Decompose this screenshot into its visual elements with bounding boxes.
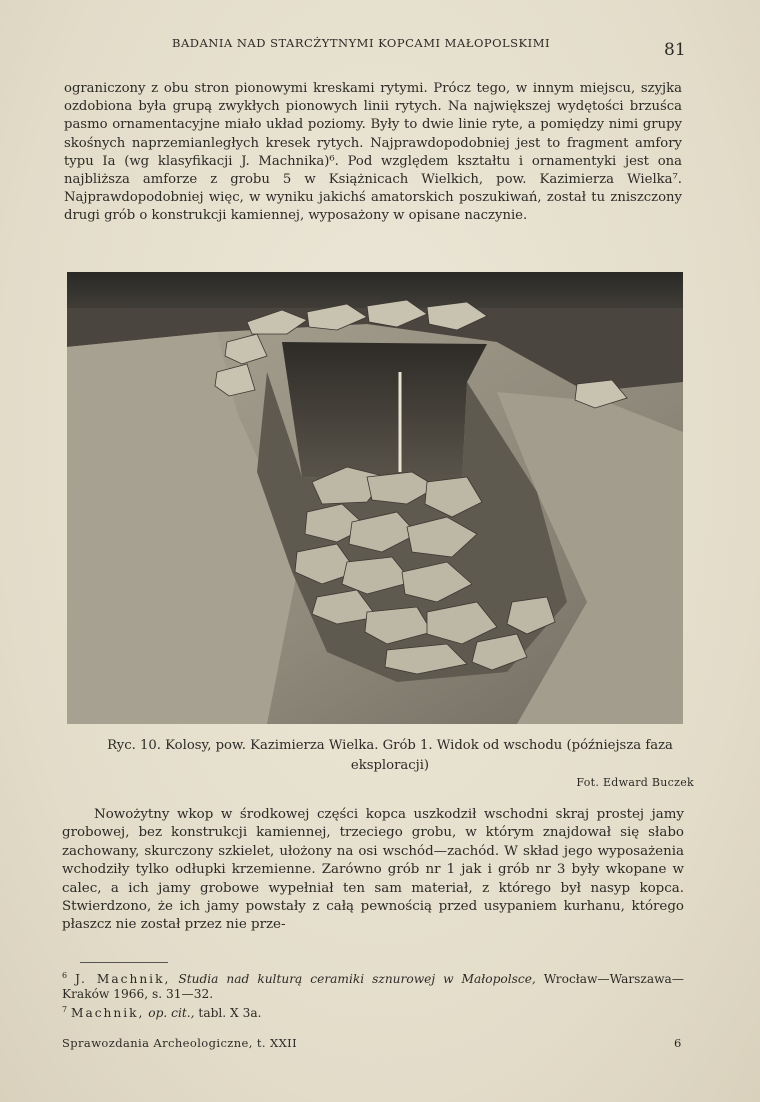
figure-caption: Ryc. 10. Kolosy, pow. Kazimierza Wielka. Grób 1. Widok od wschodu (późniejsza faza eksploracji) — [107, 738, 673, 773]
sheet-signature: 6 — [674, 1036, 682, 1050]
page-number: 81 — [664, 40, 686, 60]
footnote-mark: 7 — [62, 1005, 68, 1015]
footnote-rest: Wrocław—Warszawa—Kraków 1966, s. 31—32. — [62, 972, 684, 1002]
footnote-divider — [80, 962, 168, 963]
footnote-title: op. cit., — [148, 1006, 195, 1021]
journal-footer: Sprawozdania Archeologiczne, t. XXII — [62, 1036, 298, 1050]
footnote-mark: 6 — [62, 971, 68, 980]
footnote-author: Machnik, — [70, 1006, 145, 1021]
footnote-rest: tabl. X 3a. — [198, 1006, 262, 1021]
running-title: BADANIA NAD STARCŻYTNYMI KOPCAMI MAŁOPOLSKIMI — [172, 36, 551, 50]
excavation-photo — [67, 272, 683, 724]
footnote-author: J. Machnik, — [75, 972, 171, 987]
footnotes — [62, 968, 684, 1021]
footnote-7 — [62, 1002, 684, 1021]
footnote-title: Studia nad kulturą ceramiki sznurowej w Małopolsce, — [178, 972, 536, 987]
body-paragraph-1: ograniczony z obu stron pionowymi kreskami rytymi. Prócz tego, w innym miejscu, szyjka ozdobiona była grupą zwykłych pionowych linii rytych. Na największej wydętości brzuśca pasmo ornamentacyjne miało układ poziomy. Były to dwie linie ryte, a pomiędzy nimi grupy skośnych naprzemianległych kresek rytych. Najprawdopodobniej jest to fragment amfory typu Ia (wg klasyfikacji J. Machnika)⁶. Pod względem kształtu i ornamentyki jest ona najbliższa amforze z grobu 5 w Książnicach Wielkich, pow. Kazimierza Wielka⁷. Najprawdopodobniej więc, w wyniku jakichś amatorskich poszukiwań, został tu zniszczony drugi grób o konstrukcji kamiennej, wyposażony w opisane naczynie. — [64, 81, 682, 224]
photo-credit: Fot. Edward Buczek — [576, 776, 694, 789]
footnote-6 — [62, 968, 684, 1002]
body-paragraph-2: Nowożytny wkop w środkowej części kopca uszkodził wschodni skraj prostej jamy grobowej, bez konstrukcji kamiennej, trzeciego grobu, w którym znajdował się słabo zachowany, skurczony szkielet, ułożony na osi wschód—zachód. W skład jego wyposażenia wchodziły tylko odłupki krzemienne. Zarówno grób nr 1 jak i grób nr 3 były wkopane w calec, a ich jamy grobowe wypełniał ten sam materiał, z którego był nasyp kopca. Stwierdzono, że ich jamy powstały z całą pewnością przed usypaniem kurhanu, którego płaszcz nie został przez nie prze- — [62, 807, 684, 933]
